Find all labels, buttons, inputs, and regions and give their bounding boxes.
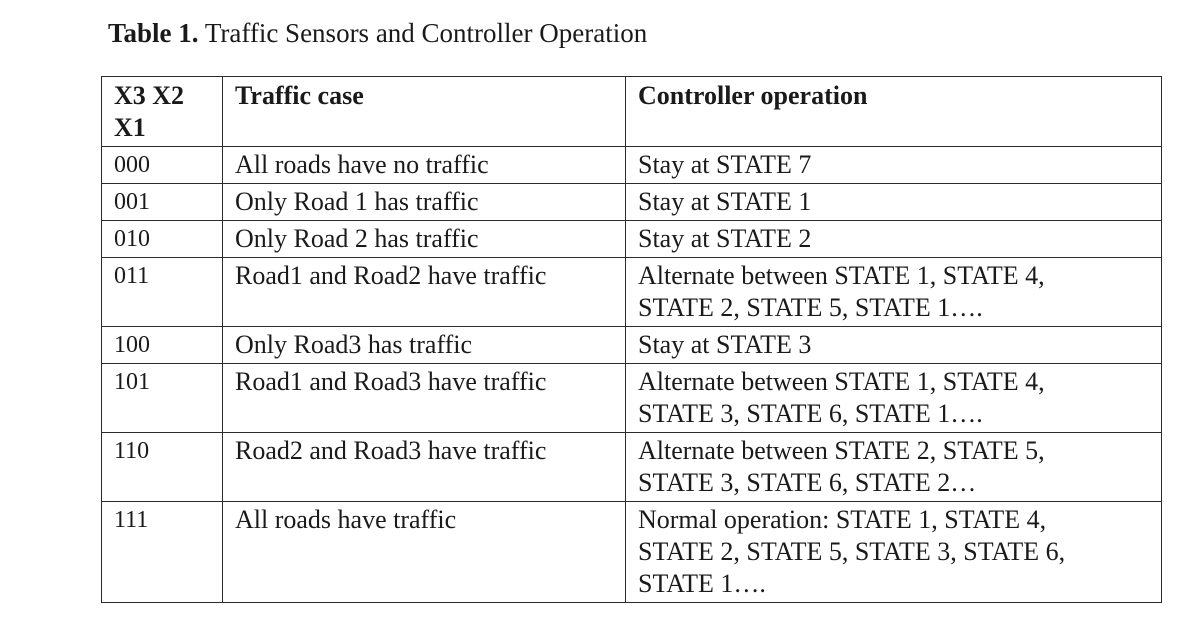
header-sensors: X3 X2 X1 (102, 77, 223, 147)
header-controller-operation: Controller operation (626, 77, 1162, 147)
sensor-code-cell: 111 (102, 502, 223, 603)
controller-operation-cell (626, 327, 1162, 364)
table-caption (108, 16, 647, 50)
operation-line: STATE 1…. (638, 569, 766, 598)
table-title: Traffic Sensors and Controller Operation (204, 18, 648, 48)
operation-line: Stay at STATE 1 (638, 187, 812, 216)
table-row (102, 221, 1162, 258)
table-row (102, 147, 1162, 184)
traffic-case-cell: Only Road 1 has traffic (223, 184, 626, 221)
controller-operation-cell (626, 221, 1162, 258)
operation-line: Stay at STATE 2 (638, 224, 812, 253)
sensor-code-cell: 101 (102, 364, 223, 433)
table-row (102, 364, 1162, 433)
sensor-code-cell: 110 (102, 433, 223, 502)
controller-operation-cell (626, 184, 1162, 221)
operation-line: STATE 2, STATE 5, STATE 3, STATE 6, (638, 537, 1066, 566)
operation-line: STATE 3, STATE 6, STATE 1…. (638, 399, 983, 428)
traffic-case-cell: Only Road3 has traffic (223, 327, 626, 364)
operation-line: Alternate between STATE 1, STATE 4, (638, 261, 1045, 290)
operation-line: STATE 3, STATE 6, STATE 2… (638, 468, 977, 497)
controller-operation-cell (626, 502, 1162, 603)
table-row (102, 184, 1162, 221)
operation-line: Alternate between STATE 2, STATE 5, (638, 436, 1045, 465)
sensor-code-cell: 000 (102, 147, 223, 184)
traffic-case-cell: Road2 and Road3 have traffic (223, 433, 626, 502)
controller-operation-cell (626, 364, 1162, 433)
sensor-code-cell: 001 (102, 184, 223, 221)
traffic-case-cell: Road1 and Road3 have traffic (223, 364, 626, 433)
header-traffic-case: Traffic case (223, 77, 626, 147)
table-row (102, 433, 1162, 502)
traffic-table (101, 76, 1162, 603)
traffic-case-cell: Road1 and Road2 have traffic (223, 258, 626, 327)
operation-line: Stay at STATE 7 (638, 150, 812, 179)
controller-operation-cell (626, 433, 1162, 502)
sensor-code-cell: 011 (102, 258, 223, 327)
traffic-case-cell: All roads have traffic (223, 502, 626, 603)
operation-line: Stay at STATE 3 (638, 330, 812, 359)
controller-operation-cell (626, 147, 1162, 184)
sensor-code-cell: 010 (102, 221, 223, 258)
controller-operation-cell (626, 258, 1162, 327)
operation-line: STATE 2, STATE 5, STATE 1…. (638, 293, 983, 322)
table-row (102, 327, 1162, 364)
sensor-code-cell: 100 (102, 327, 223, 364)
table-number: Table 1. (108, 18, 199, 48)
header-row (102, 77, 1162, 147)
traffic-case-cell: All roads have no traffic (223, 147, 626, 184)
table-row (102, 502, 1162, 603)
traffic-case-cell: Only Road 2 has traffic (223, 221, 626, 258)
operation-line: Normal operation: STATE 1, STATE 4, (638, 505, 1047, 534)
operation-line: Alternate between STATE 1, STATE 4, (638, 367, 1045, 396)
table-row (102, 258, 1162, 327)
